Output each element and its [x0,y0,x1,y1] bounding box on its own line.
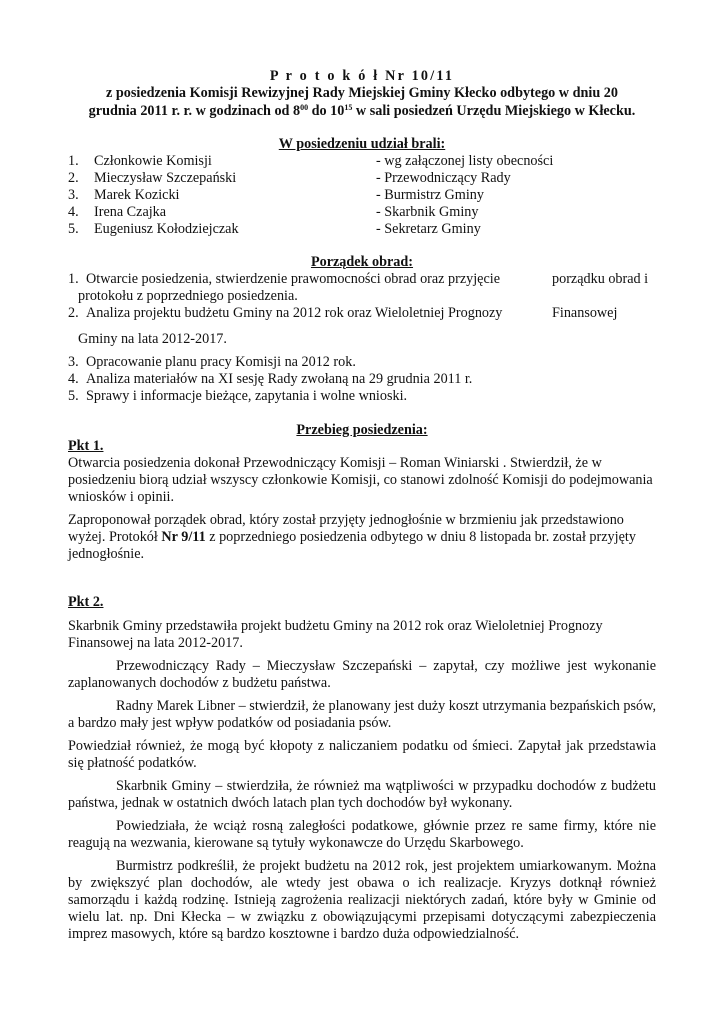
pkt2-paragraph-3: Radny Marek Libner – stwierdził, że planowany jest duży koszt utrzymania bezpańskich psów, a bardzo mały jest wpływ podatków od posiadania psów. [68,698,656,731]
agenda-item-3-number: 3. [68,354,79,370]
attendee-role: - wg załączonej listy obecności [376,153,554,169]
pkt2-paragraph-1: Skarbnik Gminy przedstawiła projekt budżetu Gminy na 2012 rok oraz Wieloletniej Prognozy Finansowej na lata 2012-2017. [68,618,603,651]
pkt1-paragraph-1: Otwarcia posiedzenia dokonał Przewodniczący Komisji – Roman Winiarski . Stwierdził, że w posiedzeniu biorą udział wszyscy członkowie Komisji, co stanowi zdolność Komisji do podejmowania wniosków i opinii. [68,455,653,505]
agenda-item-2-text: Analiza projektu budżetu Gminy na 2012 rok oraz Wieloletniej Prognozy [86,305,503,321]
pkt2-label: Pkt 2. [68,594,104,610]
agenda-item-1-text-end: porządku obrad i [552,271,649,287]
row-number: 2. [68,170,79,186]
agenda-item-1-number: 1. [68,271,79,287]
attendee-name: Irena Czajka [94,204,167,220]
attendance-heading: W posiedzeniu udział brali: [278,136,446,152]
attendee-role: - Skarbnik Gminy [376,204,479,220]
agenda-item-5-number: 5. [68,388,79,404]
agenda-item-5-text: Sprawy i informacje bieżące, zapytania i wolne wnioski. [86,388,408,404]
protocol-subtitle-line1: z posiedzenia Komisji Rewizyjnej Rady Miejskiej Gminy Kłecko odbytego w dniu 20 [106,85,618,101]
agenda-item-1-text-cont: protokołu z poprzedniego posiedzenia. [78,288,298,304]
row-number: 1. [68,153,79,169]
attendee-role: - Przewodniczący Rady [376,170,511,186]
attendee-name: Mieczysław Szczepański [94,170,237,186]
pkt2-paragraph-5: Skarbnik Gminy – stwierdziła, że również ma wątpliwości w przypadku dochodów z budżetu państwa, jednak w ostatnich dwóch latach plan tych dochodów był wykonany. [68,778,656,811]
pkt1-label: Pkt 1. [68,438,104,454]
attendee-name: Marek Kozicki [94,187,180,203]
attendee-role: - Sekretarz Gminy [376,221,481,237]
agenda-item-4-number: 4. [68,371,79,387]
row-number: 5. [68,221,79,237]
agenda-item-2-text-end: Finansowej [552,305,618,321]
pkt2-paragraph-2: Przewodniczący Rady – Mieczysław Szczepański – zapytał, czy możliwe jest wykonanie zaplanowanych dochodów z budżetu państwa. [68,658,656,691]
proceedings-heading: Przebieg posiedzenia: [296,422,428,438]
row-number: 3. [68,187,79,203]
row-number: 4. [68,204,79,220]
agenda-heading: Porządek obrad: [310,254,414,270]
pkt1-paragraph-2: Zaproponował porządek obrad, który został przyjęty jednogłośnie w brzmieniu jak przedstawiono wyżej. Protokół Nr 9/11 z poprzedniego posiedzenia odbytego w dniu 8 listopada br. został przyjęty jednogłośnie. [68,512,636,562]
pkt2-paragraph-7: Burmistrz podkreślił, że projekt budżetu na 2012 rok, jest projektem umiarkowanym. Można by zwiększyć plan dochodów, ale wtedy jest obawa o ich realizacje. Kryzys dotknął również samorządu i każdą rodzinę. Istnieją zagrożenia realizacji niektórych zadań, które były w Gminie od wielu lat. np. Dni Kłecka – w związku z obowiązującymi przepisami dotyczącymi zabezpieczenia imprez masowych, które są bardzo kosztowne i bardzo duża odpowiedzialność. [68,858,656,942]
agenda-item-2-text-cont: Gminy na lata 2012-2017. [78,331,227,347]
attendee-name: Eugeniusz Kołodziejczak [94,221,239,237]
attendee-role: - Burmistrz Gminy [376,187,484,203]
pkt2-paragraph-6: Powiedziała, że wciąż rosną zaległości podatkowe, głównie przez re same firmy, które nie reagują na wezwania, kierowane są tytuły wykonawcze do Urzędu Skarbowego. [68,818,656,851]
attendee-name: Członkowie Komisji [94,153,212,169]
pkt2-paragraph-4: Powiedział również, że mogą być kłopoty z naliczaniem podatku od śmieci. Zapytał jak przedstawia się płatność podatków. [68,738,656,771]
protocol-subtitle-line2: grudnia 2011 r. r. w godzinach od $8^{00}$ do $10^{15}$ w sali posiedzeń Urzędu Miejskiego w Kłecku. [88,103,636,119]
agenda-item-2-number: 2. [68,305,79,321]
agenda-item-1-text: Otwarcie posiedzenia, stwierdzenie prawomocności obrad oraz przyjęcie [86,271,501,287]
agenda-item-3-text: Opracowanie planu pracy Komisji na 2012 rok. [86,354,356,370]
agenda-item-4-text: Analiza materiałów na XI sesję Rady zwołaną na 29 grudnia 2011 r. [86,371,473,387]
protocol-title: P r o t o k ó ł Nr 10/11 [269,68,455,84]
